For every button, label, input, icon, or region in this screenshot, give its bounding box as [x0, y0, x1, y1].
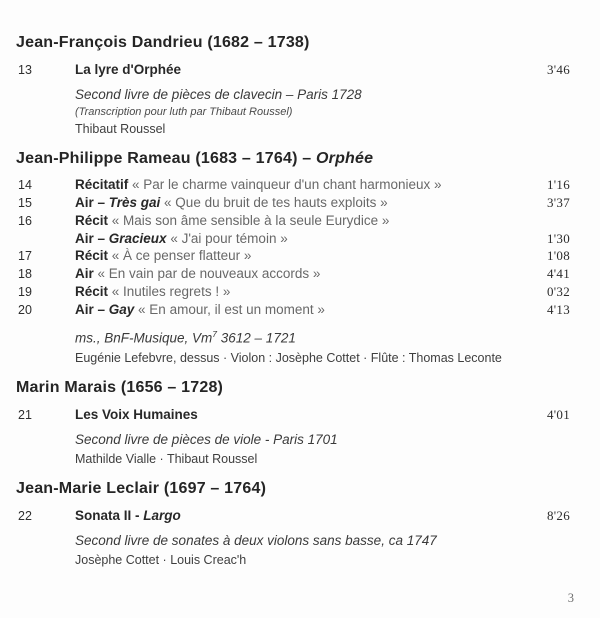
rameau-track-list — [16, 176, 570, 319]
track-title: Sonata II - Largo — [75, 507, 181, 523]
composer-heading-dandrieu: Jean-François Dandrieu (1682 – 1738) — [16, 34, 310, 51]
track-row-20 — [16, 301, 570, 319]
performers: Eugénie Lefebvre, dessus · Violon : Josèphe Cottet · Flûte : Thomas Leconte — [75, 350, 502, 365]
work-source: Second livre de pièces de clavecin – Paris 1728 — [75, 87, 362, 102]
track-number: 20 — [18, 303, 32, 317]
track-duration: 1'30 — [546, 231, 570, 246]
track-title: La lyre d'Orphée — [75, 62, 181, 77]
track-title: Air – Gay « En amour, il est un moment » — [75, 302, 325, 317]
section-rameau — [16, 150, 570, 366]
track-title: Récit « Inutiles regrets ! » — [75, 284, 231, 299]
track-duration: 0'32 — [546, 284, 570, 299]
track-title: Récitatif « Par le charme vainqueur d'un chant harmonieux » — [75, 177, 442, 192]
track-duration: 1'16 — [546, 177, 570, 192]
track-number: 22 — [18, 508, 32, 523]
track-row-14 — [16, 176, 570, 194]
work-source: Second livre de sonates à deux violons sans basse, ca 1747 — [75, 532, 437, 548]
track-row-21 — [16, 406, 570, 424]
page-number: 3 — [567, 591, 574, 605]
track-row-22 — [16, 507, 570, 525]
track-duration: 4'13 — [546, 302, 570, 317]
manuscript-reference: ms., BnF-Musique, Vm$^7$ 3612 – 1721 — [75, 329, 296, 346]
track-duration: 1'08 — [546, 248, 570, 263]
track-row-15 — [16, 194, 570, 212]
superscript: 7 — [212, 329, 218, 339]
performers: Mathilde Vialle · Thibaut Roussel — [75, 451, 258, 466]
track-row-13 — [16, 61, 570, 79]
track-number: 18 — [18, 267, 32, 281]
section-dandrieu — [16, 34, 570, 137]
track-duration: 4'01 — [546, 406, 570, 422]
work-title-italic: Orphée — [316, 150, 374, 167]
track-row-16 — [16, 212, 570, 230]
track-number: 13 — [18, 63, 32, 77]
track-duration: 8'26 — [546, 507, 570, 523]
track-title: Les Voix Humaines — [75, 406, 198, 422]
section-leclair — [16, 480, 570, 568]
track-row-19 — [16, 283, 570, 301]
track-title: Récit « Mais son âme sensible à la seule Eurydice » — [75, 213, 390, 228]
track-title: Récit « À ce penser flatteur » — [75, 248, 252, 263]
performers: Josèphe Cottet · Louis Creac'h — [75, 552, 247, 567]
work-source: Second livre de pièces de viole - Paris 1701 — [75, 431, 338, 447]
transcription-note: (Transcription pour luth par Thibaut Roussel) — [75, 106, 293, 118]
track-title: Air – Très gai « Que du bruit de tes hauts exploits » — [75, 195, 388, 210]
track-title: Air « En vain par de nouveaux accords » — [75, 266, 321, 281]
track-number: 17 — [18, 249, 32, 263]
track-number: 14 — [18, 178, 32, 192]
track-duration: 3'46 — [546, 62, 570, 77]
track-row-17 — [16, 247, 570, 265]
track-row-16-continued — [16, 230, 570, 247]
composer-heading-rameau: Jean-Philippe Rameau (1683 – 1764) – Orphée — [16, 150, 374, 167]
track-duration: 3'37 — [546, 195, 570, 210]
track-duration: 4'41 — [546, 266, 570, 281]
track-title: Air – Gracieux « J'ai pour témoin » — [75, 231, 288, 246]
composer-heading-marais: Marin Marais (1656 – 1728) — [16, 378, 224, 396]
composer-heading-leclair: Jean-Marie Leclair (1697 – 1764) — [16, 479, 267, 497]
track-number: 15 — [18, 196, 32, 210]
track-number: 21 — [18, 407, 32, 422]
track-number: 16 — [18, 214, 32, 228]
performers: Thibaut Roussel — [75, 122, 166, 136]
track-row-18 — [16, 265, 570, 283]
track-number: 19 — [18, 285, 32, 299]
section-marais — [16, 379, 570, 467]
